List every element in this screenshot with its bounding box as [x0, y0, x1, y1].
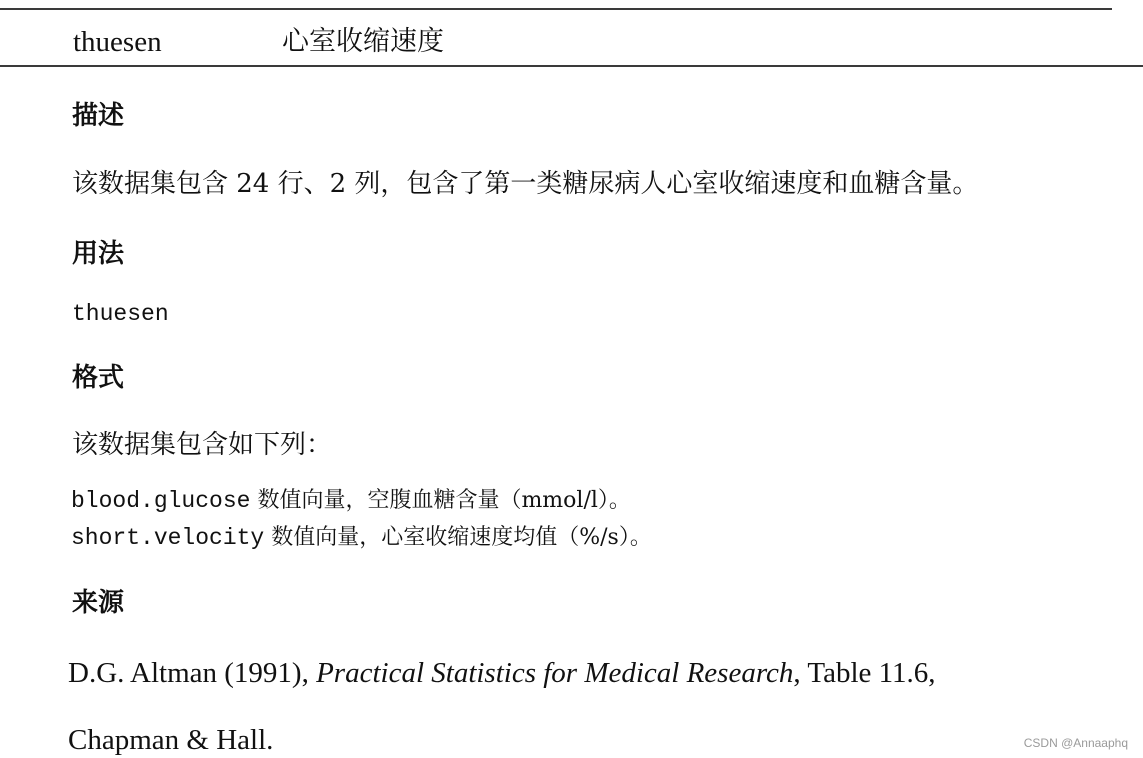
source-citation-line2: Chapman & Hall. — [68, 724, 274, 756]
citation-table: , Table 11.6, — [793, 657, 936, 689]
column-name: blood.glucose — [71, 488, 251, 514]
column-name: short.velocity — [71, 525, 265, 551]
usage-heading: 用法 — [72, 239, 125, 269]
column-entry — [71, 523, 652, 553]
header-rule — [0, 65, 1143, 67]
column-desc: 数值向量，空腹血糖含量（mmol/l）。 — [257, 488, 631, 513]
description-heading: 描述 — [72, 101, 125, 131]
format-intro: 该数据集包含如下列： — [72, 430, 333, 460]
format-heading: 格式 — [72, 363, 125, 393]
watermark: CSDN @Annaaphq — [1023, 736, 1128, 750]
dataset-title: 心室收缩速度 — [282, 26, 444, 57]
top-rule — [0, 8, 1112, 10]
description-text: 该数据集包含 24 行、2 列，包含了第一类糖尿病人心室收缩速度和血糖含量。 — [72, 169, 979, 199]
usage-code: thuesen — [72, 301, 169, 327]
source-heading: 来源 — [72, 588, 125, 618]
citation-author: D.G. Altman (1991), — [68, 657, 317, 689]
source-citation-line1 — [68, 655, 936, 691]
column-entry — [71, 486, 631, 516]
dataset-name: thuesen — [73, 26, 162, 58]
citation-book-title: Practical Statistics for Medical Research — [316, 657, 794, 689]
column-desc: 数值向量，心室收缩速度均值（%/s）。 — [271, 525, 652, 550]
